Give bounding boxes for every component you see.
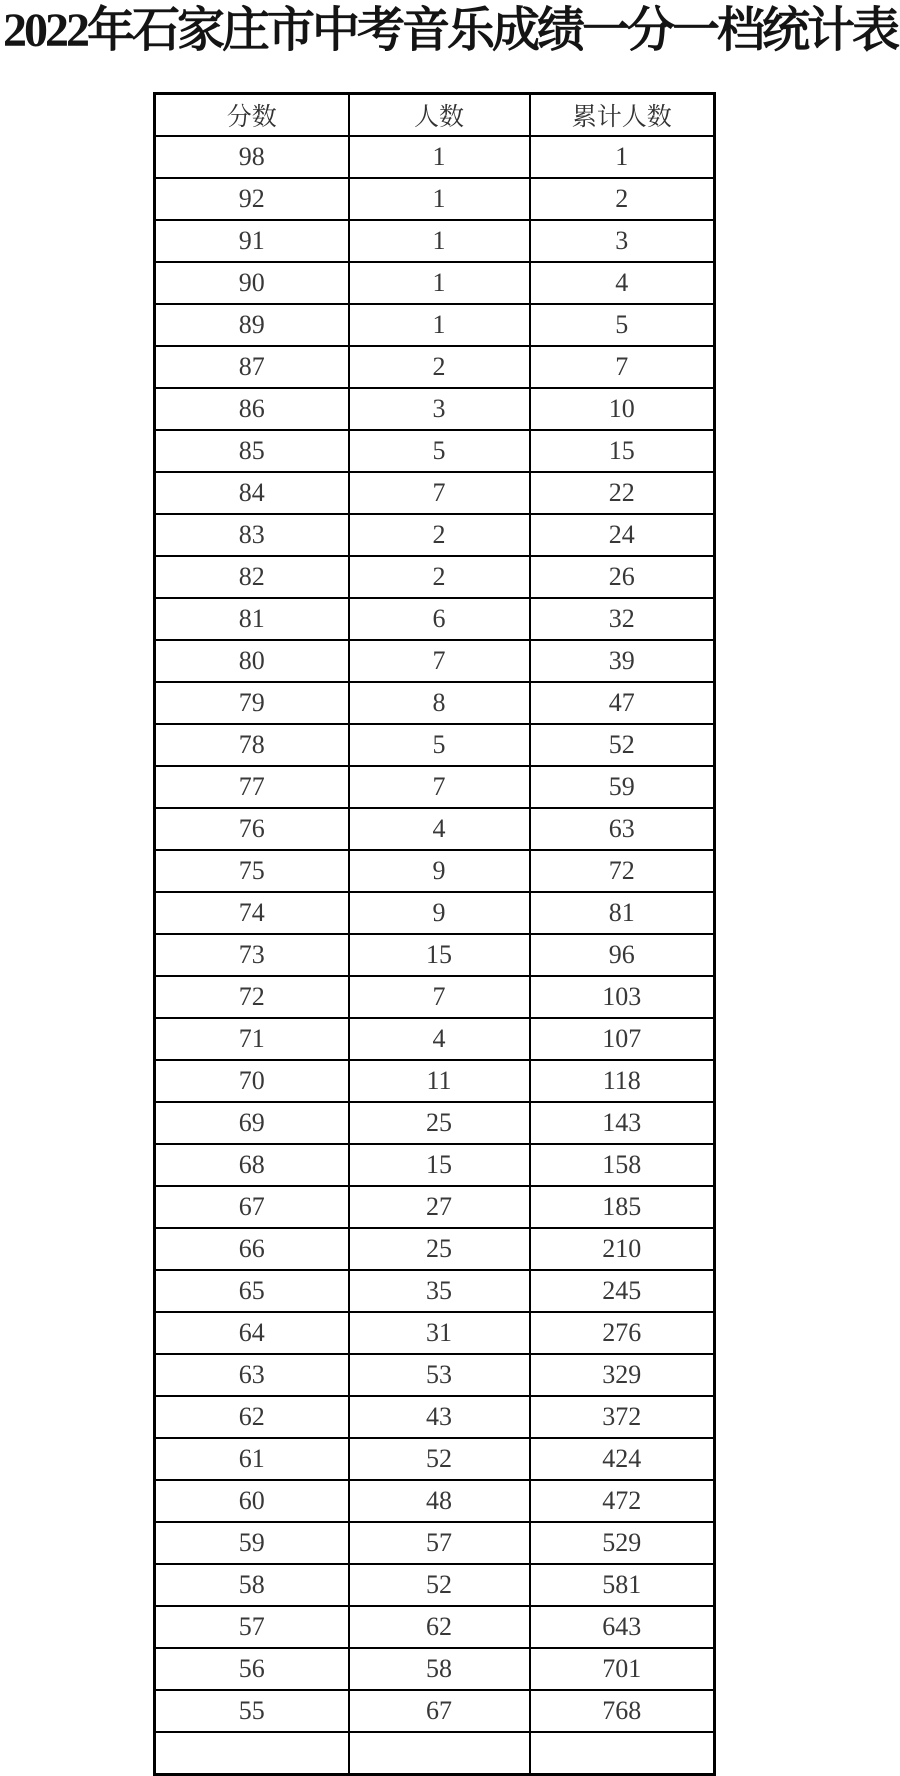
cell-count: 5 [349,430,530,472]
cell-count: 7 [349,640,530,682]
table-row [155,1522,715,1564]
cell-score: 63 [155,1354,349,1396]
cell-count: 7 [349,766,530,808]
cell-count: 52 [349,1564,530,1606]
cell-score: 80 [155,640,349,682]
cell-count: 2 [349,346,530,388]
table-row [155,1438,715,1480]
table-row [155,1354,715,1396]
table-row [155,136,715,178]
cell-score: 64 [155,1312,349,1354]
table-row [155,598,715,640]
table-row [155,1018,715,1060]
cell-count: 1 [349,178,530,220]
cell-count: 35 [349,1270,530,1312]
cell-cumulative: 81 [530,892,715,934]
table-row [155,808,715,850]
cell-score: 62 [155,1396,349,1438]
cell-cumulative: 107 [530,1018,715,1060]
cell-score: 81 [155,598,349,640]
cell-cumulative: 701 [530,1648,715,1690]
cell-score: 58 [155,1564,349,1606]
table-row [155,724,715,766]
cell-score: 82 [155,556,349,598]
table-row [155,472,715,514]
table-row-partial [155,1732,715,1775]
cell-cumulative: 529 [530,1522,715,1564]
table-row [155,766,715,808]
cell-cumulative: 424 [530,1438,715,1480]
cell-cumulative: 39 [530,640,715,682]
cell-score: 85 [155,430,349,472]
table-row [155,892,715,934]
cell-count: 11 [349,1060,530,1102]
cell-count: 31 [349,1312,530,1354]
cell-score: 70 [155,1060,349,1102]
table-row [155,304,715,346]
cell-score: 55 [155,1690,349,1732]
cell-score: 65 [155,1270,349,1312]
cell-count: 53 [349,1354,530,1396]
cell-count: 3 [349,388,530,430]
cell-cumulative: 118 [530,1060,715,1102]
cell-cumulative: 10 [530,388,715,430]
cell-cumulative: 22 [530,472,715,514]
cell-count: 48 [349,1480,530,1522]
cell-cumulative: 768 [530,1690,715,1732]
cell-count: 2 [349,514,530,556]
cell-score: 77 [155,766,349,808]
cell-score: 67 [155,1186,349,1228]
cell-score: 76 [155,808,349,850]
cell-cumulative: 472 [530,1480,715,1522]
cell-score: 68 [155,1144,349,1186]
cell-cumulative: 643 [530,1606,715,1648]
cell-score: 98 [155,136,349,178]
cell-score: 84 [155,472,349,514]
cell-cumulative: 47 [530,682,715,724]
cell-score: 66 [155,1228,349,1270]
cell-score: 86 [155,388,349,430]
table-row [155,1648,715,1690]
cell-score: 92 [155,178,349,220]
cell-cumulative: 276 [530,1312,715,1354]
table-row [155,682,715,724]
cell-score: 89 [155,304,349,346]
cell-count: 4 [349,808,530,850]
cell-count: 5 [349,724,530,766]
table-row [155,346,715,388]
header-cell-score: 分数 [155,94,349,137]
table-row [155,850,715,892]
header-row [155,94,715,137]
cell-count [349,1732,530,1775]
cell-score: 71 [155,1018,349,1060]
cell-count: 52 [349,1438,530,1480]
table-row [155,1606,715,1648]
cell-cumulative: 372 [530,1396,715,1438]
cell-cumulative: 52 [530,724,715,766]
cell-count: 58 [349,1648,530,1690]
cell-cumulative: 245 [530,1270,715,1312]
cell-cumulative: 329 [530,1354,715,1396]
table-row [155,556,715,598]
table-row [155,1144,715,1186]
cell-cumulative: 103 [530,976,715,1018]
header-cell-cumulative: 累计人数 [530,94,715,137]
cell-score: 74 [155,892,349,934]
table-row [155,1270,715,1312]
cell-count: 4 [349,1018,530,1060]
cell-cumulative: 5 [530,304,715,346]
cell-cumulative: 185 [530,1186,715,1228]
cell-cumulative: 2 [530,178,715,220]
cell-cumulative: 1 [530,136,715,178]
table-row [155,1228,715,1270]
cell-score: 56 [155,1648,349,1690]
cell-score: 69 [155,1102,349,1144]
cell-score: 83 [155,514,349,556]
cell-cumulative: 32 [530,598,715,640]
header-cell-count: 人数 [349,94,530,137]
table-row [155,514,715,556]
table-row [155,1690,715,1732]
cell-count: 25 [349,1102,530,1144]
table-row [155,1480,715,1522]
table-row [155,640,715,682]
cell-cumulative: 7 [530,346,715,388]
cell-cumulative: 96 [530,934,715,976]
score-table [153,92,716,1776]
cell-count: 25 [349,1228,530,1270]
cell-score: 79 [155,682,349,724]
cell-count: 1 [349,262,530,304]
cell-cumulative: 72 [530,850,715,892]
cell-count: 1 [349,136,530,178]
cell-score: 73 [155,934,349,976]
cell-score: 78 [155,724,349,766]
table-row [155,1312,715,1354]
table-row [155,430,715,472]
table-row [155,262,715,304]
cell-count: 9 [349,850,530,892]
cell-count: 7 [349,976,530,1018]
cell-count: 8 [349,682,530,724]
cell-cumulative: 26 [530,556,715,598]
cell-count: 6 [349,598,530,640]
cell-score: 57 [155,1606,349,1648]
cell-count: 9 [349,892,530,934]
table-row [155,388,715,430]
table-row [155,220,715,262]
cell-cumulative: 24 [530,514,715,556]
table-row [155,1396,715,1438]
cell-score: 61 [155,1438,349,1480]
table-row [155,1102,715,1144]
cell-score: 59 [155,1522,349,1564]
cell-count: 62 [349,1606,530,1648]
cell-cumulative: 143 [530,1102,715,1144]
cell-score: 90 [155,262,349,304]
cell-cumulative: 59 [530,766,715,808]
cell-count: 43 [349,1396,530,1438]
table-row [155,1186,715,1228]
cell-cumulative: 15 [530,430,715,472]
table-row [155,976,715,1018]
table-row [155,1060,715,1102]
cell-cumulative: 158 [530,1144,715,1186]
cell-count: 57 [349,1522,530,1564]
cell-score: 75 [155,850,349,892]
cell-cumulative [530,1732,715,1775]
cell-count: 15 [349,934,530,976]
cell-count: 7 [349,472,530,514]
cell-count: 15 [349,1144,530,1186]
cell-cumulative: 3 [530,220,715,262]
cell-count: 1 [349,220,530,262]
cell-score: 91 [155,220,349,262]
table-row [155,934,715,976]
cell-score: 60 [155,1480,349,1522]
page-title: 2022年石家庄市中考音乐成绩一分一档统计表 [2,4,897,57]
cell-cumulative: 4 [530,262,715,304]
cell-count: 2 [349,556,530,598]
cell-score: 72 [155,976,349,1018]
score-table-body [155,136,715,1775]
table-row [155,1564,715,1606]
cell-cumulative: 581 [530,1564,715,1606]
table-row [155,178,715,220]
cell-count: 27 [349,1186,530,1228]
cell-cumulative: 210 [530,1228,715,1270]
cell-score [155,1732,349,1775]
cell-cumulative: 63 [530,808,715,850]
cell-count: 67 [349,1690,530,1732]
cell-score: 87 [155,346,349,388]
cell-count: 1 [349,304,530,346]
